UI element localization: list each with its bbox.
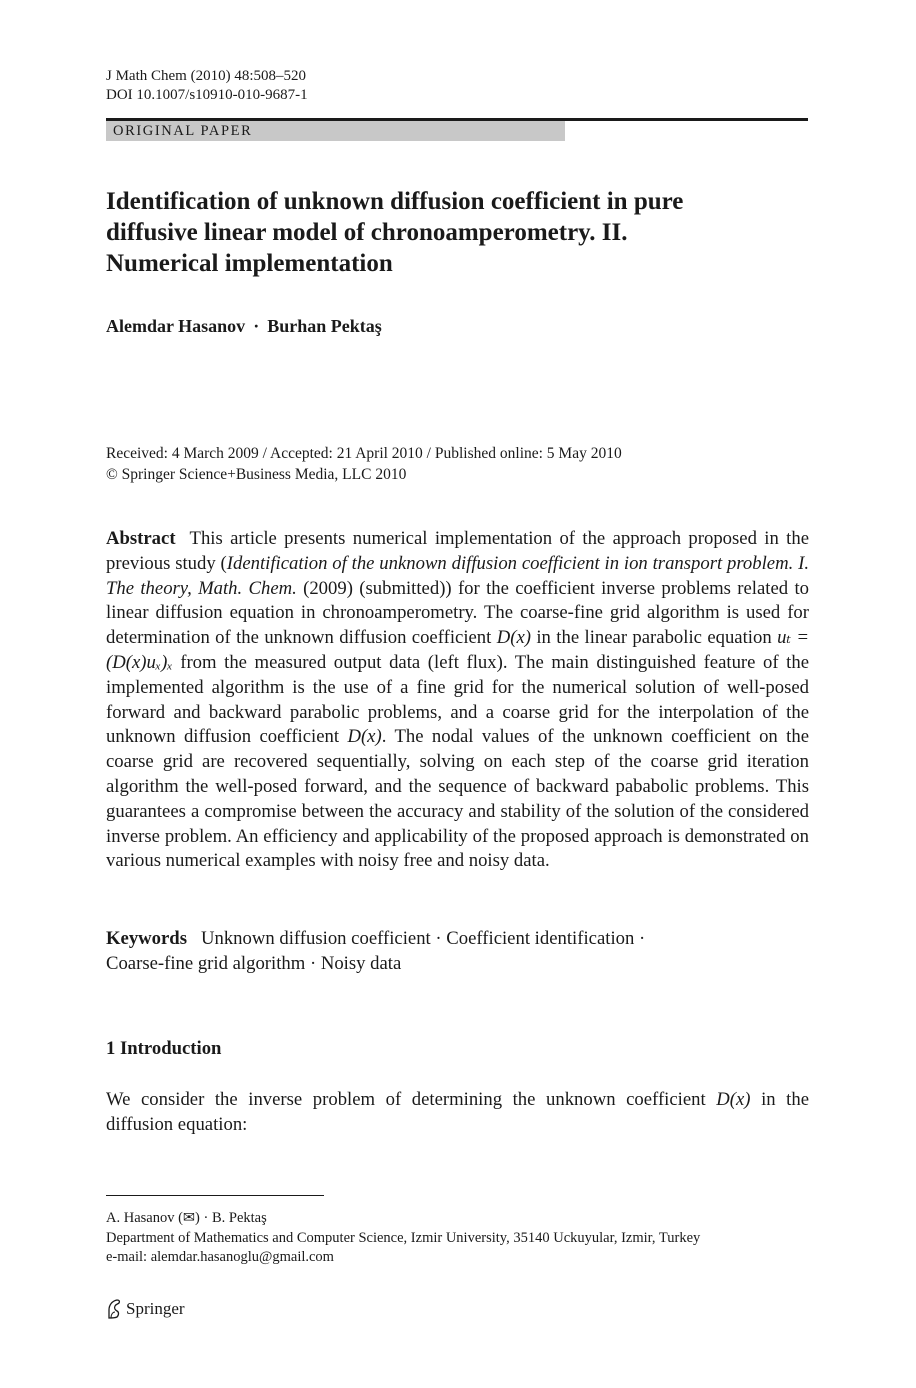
footnote-authors: A. Hasanov (✉) · B. Pektaş [106,1210,267,1226]
history-dates: Received: 4 March 2009 / Accepted: 21 April 2010 / Published online: 5 May 2010 [106,445,622,462]
paper-title [106,186,808,279]
footnote-email[interactable]: e-mail: alemdar.hasanoglu@gmail.com [106,1249,334,1265]
abstract-reference: Identification of the unknown diffusion coefficient in ion transport problem. I. The theory, Math. Chem. [106,552,809,599]
publication-history [106,443,622,485]
keywords [106,926,809,976]
keywords-line: Unknown diffusion coefficient · Coefficient identification · [200,928,646,949]
article-type-banner: ORIGINAL PAPER [106,121,565,141]
author-list [106,316,382,337]
footnote-rule [106,1195,324,1196]
intro-text: in the diffusion equation: [106,1089,809,1135]
springer-horse-icon [106,1299,122,1319]
keywords-label: Keywords [106,928,187,949]
math-equation: uₜ = (D(x)uₓ)ₓ [106,627,810,673]
copyright-notice: © Springer Science+Business Media, LLC 2010 [106,466,407,483]
doi-line[interactable]: DOI 10.1007/s10910-010-9687-1 [106,87,308,103]
abstract-text: in the linear parabolic equation [530,627,778,649]
author-name[interactable]: Burhan Pektaş [267,316,382,336]
abstract-label: Abstract [106,528,176,549]
abstract-text: . The nodal values of the unknown coefficient on the coarse grid are recovered sequentially, solving on each step of the coarse grid iteration algorithm the well-posed forward, and the sequence of backward pababolic problems. This guarantees a compromise between the accuracy and stability of the solution of the considered inverse problem. An efficiency and applicability of the proposed approach is demonstrated on various numerical examples with noisy free and noisy data. [106,726,810,872]
abstract-text: from the measured output data (left flux). The main distinguished feature of the implemented algorithm is the use of a fine grid for the numerical solution of well-posed forward and backward parabolic problems, and a coarse grid for the interpolation of the unknown diffusion coefficient [106,651,809,748]
keywords-line: Coarse-fine grid algorithm · Noisy data [106,953,402,974]
publisher-name: Springer [126,1299,185,1318]
journal-citation [106,67,308,105]
section-heading: 1 Introduction [106,1038,222,1059]
math-expression: D(x) [716,1089,751,1110]
footnote-affiliation: Department of Mathematics and Computer Science, Izmir University, 35140 Uckuyular, Izmir, Turkey [106,1229,701,1246]
author-name[interactable]: Alemdar Hasanov [106,316,246,336]
title-line: Numerical implementation [106,250,393,277]
intro-paragraph [106,1087,809,1137]
publisher-logo [106,1299,185,1319]
title-line: Identification of unknown diffusion coefficient in pure [106,188,684,215]
math-expression: D(x) [347,726,382,748]
footnote [106,1209,700,1268]
abstract-text: (2009) (submitted)) for the coefficient inverse problems related to linear diffusion equation in chronoamperometry. The coarse-fine grid algorithm is used for determination of the unknown diffusion coefficient [106,577,809,649]
abstract [106,527,809,874]
title-line: diffusive linear model of chronoamperometry. II. [106,219,628,246]
intro-text: We consider the inverse problem of determining the unknown coefficient [106,1089,717,1110]
math-expression: D(x) [496,627,531,649]
journal-line: J Math Chem (2010) 48:508–520 [106,68,306,84]
abstract-text: This article presents numerical implementation of the approach proposed in the previous study ( [106,528,809,574]
author-separator: · [253,316,260,336]
